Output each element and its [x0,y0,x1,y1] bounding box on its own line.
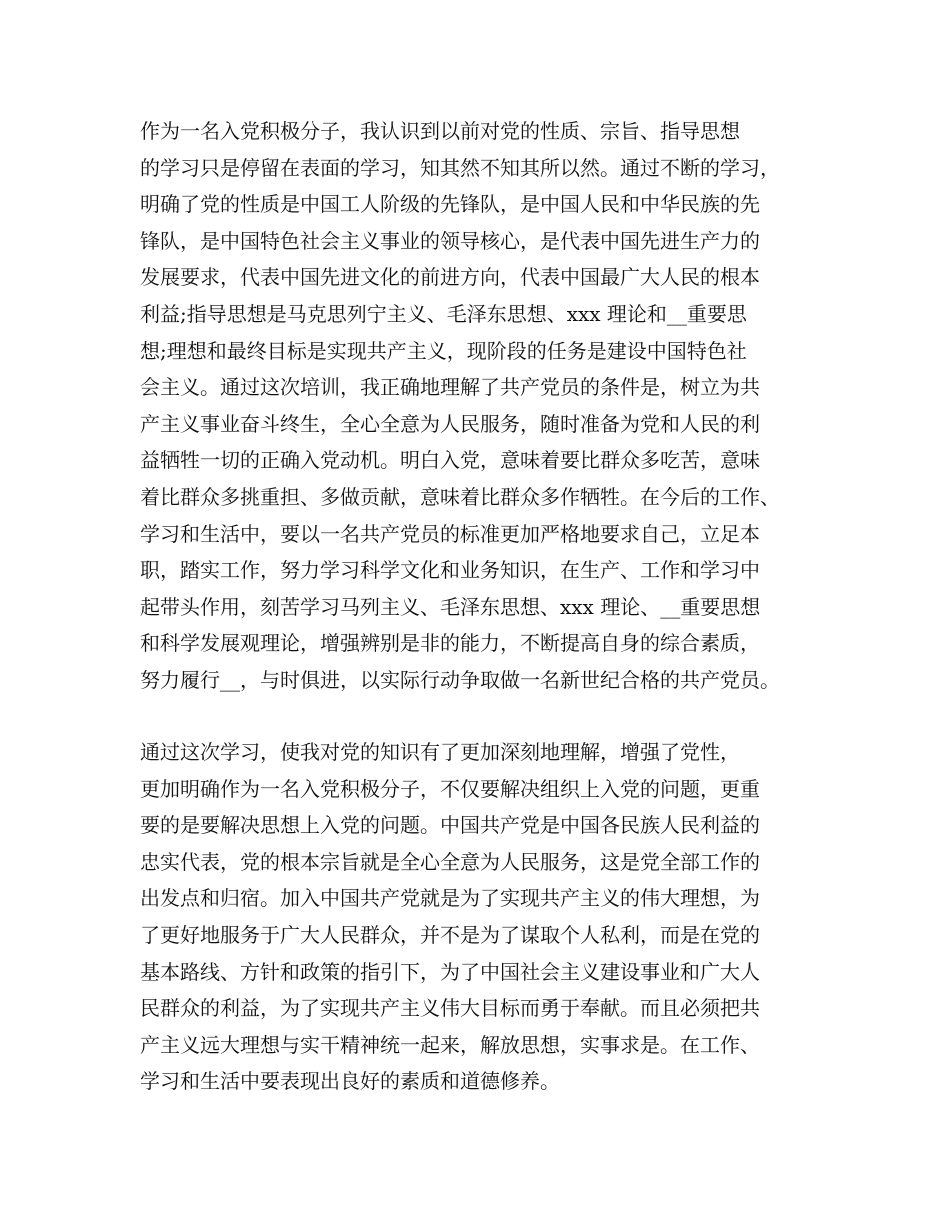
paragraph-line: 更加明确作为一名入党积极分子，不仅要解决组织上入党的问题，更重 [140,776,760,801]
paragraph-line: 的学习只是停留在表面的学习，知其然不知其所以然。通过不断的学习， [140,155,780,180]
paragraph-line: 职，踏实工作，努力学习科学文化和业务知识，在生产、工作和学习中 [140,558,760,583]
paragraph-line: 和科学发展观理论，增强辨别是非的能力，不断提高自身的综合素质， [140,631,760,656]
paragraph-line: 会主义。通过这次培训，我正确地理解了共产党员的条件是，树立为共 [140,375,760,400]
paragraph-line: 起带头作用，刻苦学习马列主义、毛泽东思想、xxx 理论、__重要思想 [140,594,761,619]
paragraph-line: 通过这次学习，使我对党的知识有了更加深刻地理解，增强了党性， [140,740,740,764]
paragraph-line: 作为一名入党积极分子，我认识到以前对党的性质、宗旨、指导思想 [140,119,740,143]
paragraph-line: 出发点和归宿。加入中国共产党就是为了实现共产主义的伟大理想，为 [140,886,760,911]
paragraph-line: 学习和生活中，要以一名共产党员的标准更加严格地要求自己，立足本 [140,521,760,546]
paragraph-line: 利益;指导思想是马克思列宁主义、毛泽东思想、xxx 理论和__重要思 [140,301,747,326]
paragraph-1 [140,113,820,699]
paragraph-line: 努力履行__，与时俱进，以实际行动争取做一名新世纪合格的共产党员。 [140,667,780,692]
paragraph-line: 要的是要解决思想上入党的问题。中国共产党是中国各民族人民利益的 [140,813,760,838]
paragraph-line: 明确了党的性质是中国工人阶级的先锋队，是中国人民和中华民族的先 [140,192,760,217]
paragraph-2 [140,734,820,1100]
paragraph-line: 益牺牲一切的正确入党动机。明白入党，意味着要比群众多吃苦，意味 [140,448,760,473]
paragraph-line: 学习和生活中要表现出良好的素质和道德修养。 [140,1069,560,1094]
paragraph-line: 想;理想和最终目标是实现共产主义，现阶段的任务是建设中国特色社 [140,338,747,363]
paragraph-line: 产主义远大理想与实干精神统一起来，解放思想，实事求是。在工作、 [140,1032,760,1057]
paragraph-line: 基本路线、方针和政策的指引下，为了中国社会主义建设事业和广大人 [140,959,760,984]
paragraph-line: 产主义事业奋斗终生，全心全意为人民服务，随时准备为党和人民的利 [140,411,760,436]
paragraph-line: 忠实代表，党的根本宗旨就是全心全意为人民服务，这是党全部工作的 [140,849,760,874]
paragraph-line: 锋队，是中国特色社会主义事业的领导核心，是代表中国先进生产力的 [140,228,760,253]
paragraph-line: 了更好地服务于广大人民群众，并不是为了谋取个人私利，而是在党的 [140,922,760,947]
paragraph-line: 民群众的利益，为了实现共产主义伟大目标而勇于奉献。而且必须把共 [140,996,760,1021]
paragraph-line: 着比群众多挑重担、多做贡献，意味着比群众多作牺牲。在今后的工作、 [140,484,780,509]
paragraph-line: 发展要求，代表中国先进文化的前进方向，代表中国最广大人民的根本 [140,265,760,290]
